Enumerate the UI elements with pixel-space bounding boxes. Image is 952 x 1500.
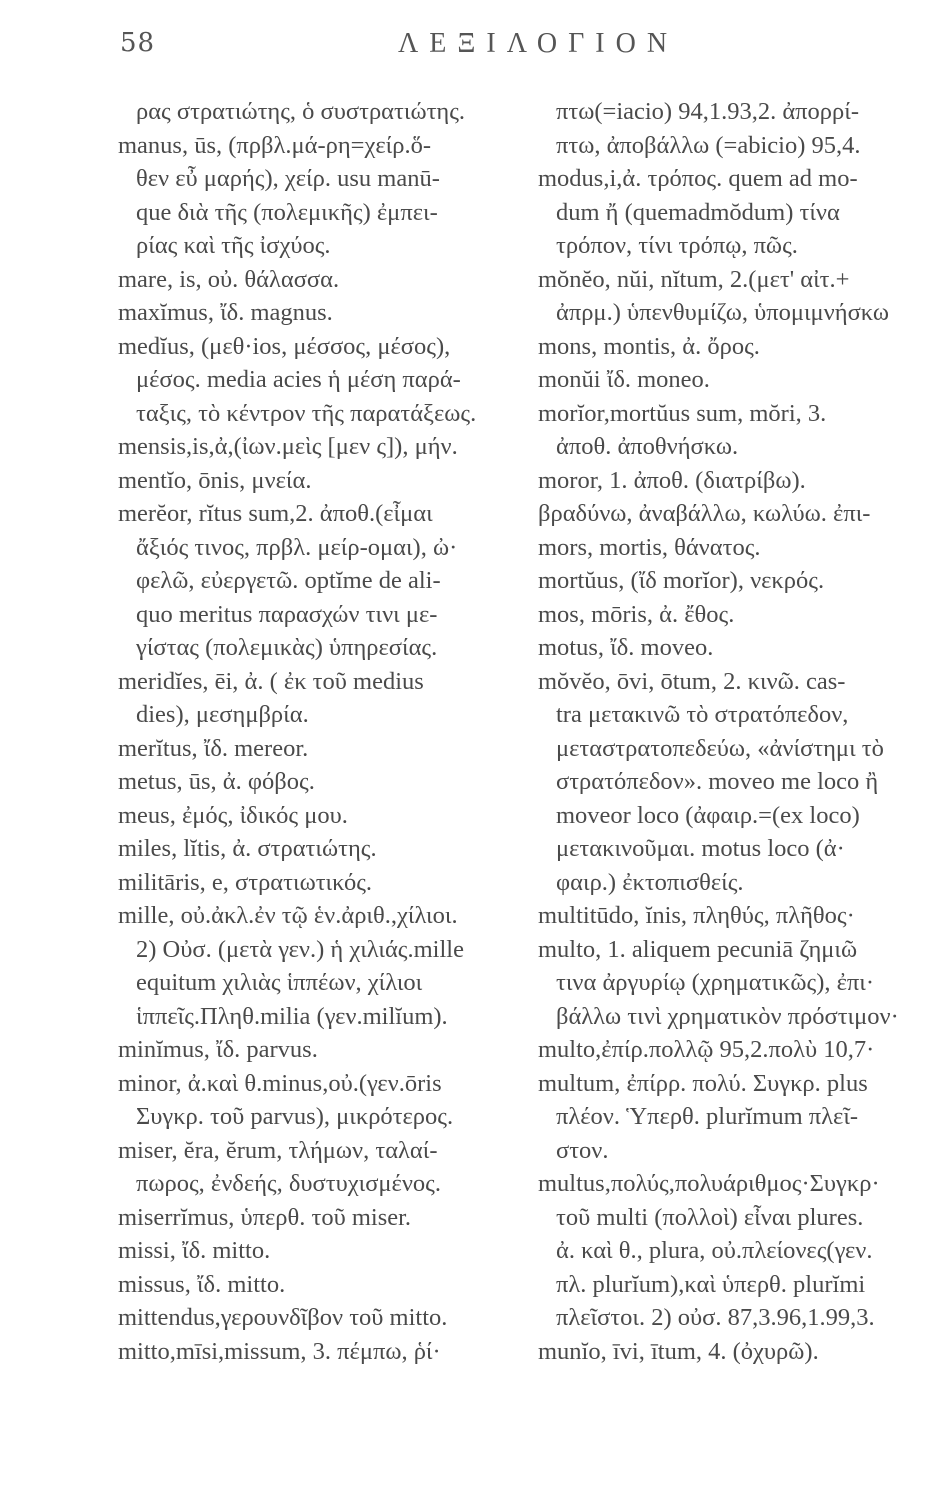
entry-line: dies), μεσημβρία. [136,701,309,728]
entry-line: miserrĭmus, ὑπερθ. τοῦ miser. [118,1203,412,1231]
entry-line: morĭor,mortŭus sum, mŏri, 3. [538,399,827,427]
entry-line: medĭus, (μεθ·ios, μέσσος, μέσος), [118,332,451,360]
entry-line: moror, 1. ἀποθ. (διατρίβω). [538,466,806,494]
entry-line: 2) Οὐσ. (μετὰ γεν.) ἡ χιλιάς.mille [136,935,464,963]
entry-line: mos, mōris, ἀ. ἔθος. [538,600,735,628]
entry-line: πτω(=iacio) 94,1.93,2. ἀπορρί- [556,98,859,125]
entry-line: que διὰ τῆς (πολεμικῆς) ἐμπει- [136,198,438,226]
entry-line: militāris, e, στρατιωτικός. [118,868,373,896]
entry-line: minor, ἀ.καὶ θ.minus,οὐ.(γεν.ōris [118,1069,442,1097]
entry-line: dum ἤ (quemadmŏdum) τίνα [556,198,840,226]
entry-line: βραδύνω, ἀναβάλλω, κωλύω. ἐπι- [538,500,871,527]
entry-line: moveor loco (ἀφαιρ.=(ex loco) [556,801,860,829]
entry-line: miles, lĭtis, ἀ. στρατιώτης. [118,835,377,862]
entry-line: mŏvĕo, ōvi, ōtum, 2. κινῶ. cas- [538,667,846,695]
entry-line: τοῦ multi (πολλοὶ) εἶναι plures. [556,1203,864,1231]
entry-line: βάλλω τινὶ χρηματικὸν πρόστιμον· [556,1002,899,1030]
entry-line: Συγκρ. τοῦ parvus), μικρότερος. [136,1103,454,1130]
entry-line: mare, is, οὐ. θάλασσα. [118,265,340,293]
entry-line: μεταστρατοπεδεύω, «ἀνίστημι τὸ [556,734,884,762]
running-title: ΛΕΞΙΛΟΓΙΟΝ [398,28,679,59]
entry-line: multus,πολύς,πολυάριθμος·Συγκρ· [538,1170,880,1197]
entry-line: ἀποθ. ἀποθνήσκω. [556,433,739,460]
entry-line: monŭi ἴδ. moneo. [538,366,710,393]
entry-line: minĭmus, ἴδ. parvus. [118,1036,318,1063]
entry-line: ἀπρμ.) ὑπενθυμίζω, ὑπομιμνήσκω [556,299,890,326]
entry-line: mittendus,γερουνδῖβον τοῦ mitto. [118,1304,448,1331]
entry-line: maxĭmus, ἴδ. magnus. [118,299,333,326]
left-column [118,95,518,1368]
entry-line: ταξις, τὸ κέντρον τῆς παρατάξεως. [136,399,477,427]
entry-line: missus, ἴδ. mitto. [118,1270,286,1298]
entry-line: πλεῖστοι. 2) οὐσ. 87,3.96,1.99,3. [556,1304,875,1331]
entry-line: ρίας καὶ τῆς ἰσχύος. [136,232,331,259]
entry-line: mentĭo, ōnis, μνεία. [118,466,312,494]
entry-line: merĕor, rĭtus sum,2. ἀποθ.(εἶμαι [118,500,433,527]
entry-line: metus, ūs, ἀ. φόβος. [118,768,315,795]
entry-line: merĭtus, ἴδ. mereor. [118,734,309,762]
entry-line: φαιρ.) ἐκτοπισθείς. [556,868,744,896]
entry-line: quo meritus παρασχών τινι με- [136,600,438,628]
entry-line: τινα ἀργυρίῳ (χρηματικῶς), ἐπι· [556,969,875,996]
entry-line: στρατόπεδον». moveo me loco ἢ [556,768,879,795]
entry-line: multitūdo, ĭnis, πληθύς, πλῆθος· [538,902,855,929]
entry-line: equitum χιλιὰς ἱππέων, χίλιοι [136,969,423,996]
entry-line: mensis,is,ἀ,(ἰων.μεὶς [μεν ς]), μήν. [118,433,458,460]
entry-line: meridĭes, ēi, ἀ. ( ἐκ τοῦ medius [118,667,424,695]
entry-line: πλέον. Ὑπερθ. plurĭmum πλεῖ- [556,1103,859,1130]
entry-line: θεν εὖ μαρής), χείρ. usu manū- [136,165,440,192]
entry-line: miser, ĕra, ĕrum, τλήμων, ταλαί- [118,1136,438,1164]
entry-line: μέσος. media acies ἡ μέση παρά- [136,366,461,393]
entry-line: ἄξιός τινος, πρβλ. μείρ-ομαι), ὠ· [136,533,458,561]
entry-line: modus,i,ἀ. τρόπος. quem ad mo- [538,165,858,192]
entry-line: πτω, ἀποβάλλω (=abicio) 95,4. [556,131,861,159]
entry-line: μετακινοῦμαι. motus loco (ἀ· [556,835,845,862]
entry-line: multo, 1. aliquem pecuniā ζημιῶ [538,935,858,963]
entry-line: γίστας (πολεμικὰς) ὑπηρεσίας. [136,634,438,661]
entry-line: multum, ἐπίρρ. πολύ. Συγκρ. plus [538,1069,868,1097]
entry-line: mors, mortis, θάνατος. [538,533,761,561]
entry-line: missi, ἴδ. mitto. [118,1237,271,1264]
entry-line: πωρος, ἐνδεής, δυστυχισμένος. [136,1170,441,1197]
entry-line: mŏnĕo, nŭi, nĭtum, 2.(μετ' αἰτ.+ [538,265,850,293]
entry-line: ἱππεῖς.Πληθ.milia (γεν.milĭum). [136,1002,448,1030]
entry-line: mille, οὐ.ἀκλ.ἐν τῷ ἑν.ἀριθ.,χίλιοι. [118,902,458,929]
entry-line: munĭo, īvi, ītum, 4. (ὀχυρῶ). [538,1337,819,1365]
entry-line: mitto,mīsi,missum, 3. πέμπω, ῥί· [118,1337,441,1365]
page-number: 58 [120,28,156,58]
entry-line: mortŭus, (ἴδ morĭor), νεκρός. [538,567,825,594]
entry-line: manus, ūs, (πρβλ.μά-ρη=χείρ.ὅ- [118,131,431,159]
entry-line: ρας στρατιώτης, ὁ συστρατιώτης. [136,98,466,125]
right-column [538,95,938,1368]
entry-line: motus, ἴδ. moveo. [538,634,714,661]
entry-line: mons, montis, ἀ. ὄρος. [538,332,760,360]
entry-line: φελῶ, εὐεργετῶ. optĭme de ali- [136,567,441,594]
entry-line: πλ. plurĭum),καὶ ὑπερθ. plurĭmi [556,1270,866,1298]
entry-line: ἀ. καὶ θ., plura, οὐ.πλείονες(γεν. [556,1237,873,1264]
entry-line: στον. [556,1136,609,1164]
entry-line: meus, ἐμός, ἰδικός μου. [118,801,348,829]
entry-line: tra μετακινῶ τὸ στρατόπεδον, [556,701,849,728]
entry-line: τρόπον, τίνι τρόπῳ, πῶς. [556,232,798,259]
entry-line: multo,ἐπίρ.πολλῷ 95,2.πολὺ 10,7· [538,1036,875,1063]
